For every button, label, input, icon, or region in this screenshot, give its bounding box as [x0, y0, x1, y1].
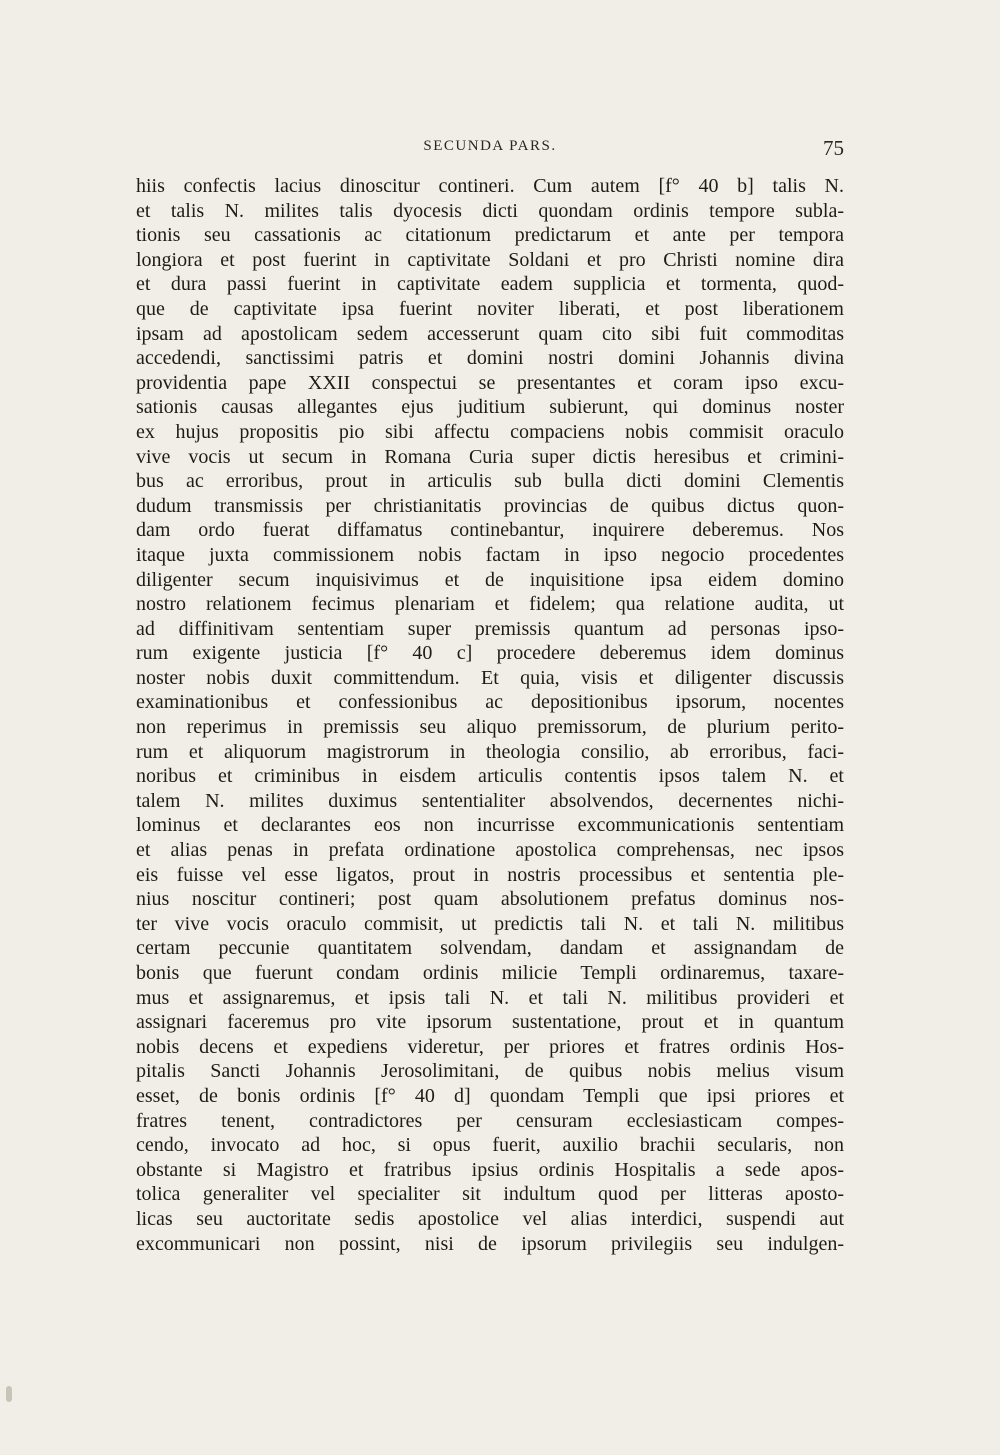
text-line: ex hujus propositis pio sibi affectu compaciens nobis commisit oraculo	[136, 420, 844, 443]
text-line: et dura passi fuerint in captivitate eadem supplicia et tormenta, quod-	[136, 273, 844, 296]
scan-edge-mark	[6, 1386, 12, 1402]
text-line: lominus et declarantes eos non incurrisse excommunicationis sententiam	[136, 814, 844, 837]
text-line: diligenter secum inquisivimus et de inquisitione ipsa eidem domino	[136, 568, 844, 591]
text-line: licas seu auctoritate sedis apostolice vel alias interdici, suspendi aut	[136, 1207, 844, 1230]
text-line: bonis que fuerunt condam ordinis milicie Templi ordinaremus, taxare-	[136, 962, 844, 984]
text-line: assignari faceremus pro vite ipsorum sustentatione, prout et in quantum	[136, 1011, 844, 1034]
text-line: fratres tenent, contradictores per censuram ecclesiasticam compes-	[136, 1109, 844, 1132]
text-line: itaque juxta commissionem nobis factam in ipso negocio procedentes	[136, 543, 844, 566]
text-line: que de captivitate ipsa fuerint noviter liberati, et post liberationem	[136, 297, 844, 320]
text-line: cendo, invocato ad hoc, si opus fuerit, auxilio brachii secularis, non	[136, 1134, 844, 1157]
text-line: sationis causas allegantes ejus juditium subierunt, qui dominus noster	[136, 396, 844, 419]
text-line: et talis N. milites talis dyocesis dicti quondam ordinis tempore subla-	[136, 199, 844, 222]
text-line: eis fuisse vel esse ligatos, prout in nostris processibus et sententia ple-	[136, 863, 844, 886]
text-line: rum et aliquorum magistrorum in theologia consilio, ab erroribus, faci-	[136, 740, 844, 763]
body-text	[136, 174, 844, 1256]
text-line: longiora et post fuerint in captivitate Soldani et pro Christi nomine dira	[136, 248, 844, 271]
text-line: vive vocis ut secum in Romana Curia super dictis heresibus et crimini-	[136, 445, 844, 468]
text-line: ad diffinitivam sententiam super premissis quantum ad personas ipso-	[136, 617, 844, 640]
text-line: nobis decens et expediens videretur, per priores et fratres ordinis Hos-	[136, 1035, 844, 1058]
text-line: tolica generaliter vel specialiter sit indultum quod per litteras aposto-	[136, 1183, 844, 1206]
text-line: et alias penas in prefata ordinatione apostolica comprehensas, nec ipsos	[136, 839, 844, 862]
text-line: ipsam ad apostolicam sedem accesserunt quam cito sibi fuit commoditas	[136, 322, 844, 345]
text-line: rum exigente justicia [f° 40 c] procedere deberemus idem dominus	[136, 642, 844, 665]
page-number: 75	[823, 136, 844, 160]
text-line: examinationibus et confessionibus ac depositionibus ipsorum, nocentes	[136, 691, 844, 714]
text-line: ter vive vocis oraculo commisit, ut predictis tali N. et tali N. militibus	[136, 912, 844, 935]
running-header	[136, 136, 844, 160]
text-line: mus et assignaremus, et ipsis tali N. et tali N. militibus provideri et	[136, 986, 844, 1009]
text-line: hiis confectis lacius dinoscitur contineri. Cum autem [f° 40 b] talis N.	[136, 175, 844, 197]
text-line: pitalis Sancti Johannis Jerosolimitani, de quibus nobis melius visum	[136, 1060, 844, 1083]
text-line: providentia pape XXII conspectui se presentantes et coram ipso excu-	[136, 371, 844, 394]
text-line: excommunicari non possint, nisi de ipsorum privilegiis seu indulgen-	[136, 1232, 844, 1255]
text-line: nostro relationem fecimus plenariam et fidelem; qua relatione audita, ut	[136, 593, 844, 616]
text-line: esset, de bonis ordinis [f° 40 d] quondam Templi que ipsi priores et	[136, 1084, 844, 1107]
text-line: bus ac erroribus, prout in articulis sub bulla dicti domini Clementis	[136, 470, 844, 493]
text-line: nius noscitur contineri; post quam absolutionem prefatus dominus nos-	[136, 888, 844, 911]
text-line: noribus et criminibus in eisdem articulis contentis ipsos talem N. et	[136, 765, 844, 788]
text-line: certam peccunie quantitatem solvendam, dandam et assignandam de	[136, 937, 844, 960]
text-line: accedendi, sanctissimi patris et domini nostri domini Johannis divina	[136, 347, 844, 370]
text-line: tionis seu cassationis ac citationum predictarum et ante per tempora	[136, 224, 844, 247]
text-line: noster nobis duxit committendum. Et quia, visis et diligenter discussis	[136, 666, 844, 689]
text-line: dam ordo fuerat diffamatus continebantur, inquirere deberemus. Nos	[136, 519, 844, 542]
text-line: talem N. milites duximus sententialiter absolvendos, decernentes nichi-	[136, 789, 844, 812]
text-line: dudum transmissis per christianitatis provincias de quibus dictus quon-	[136, 494, 844, 517]
text-line: non reperimus in premissis seu aliquo premissorum, de plurium perito-	[136, 716, 844, 739]
text-line: obstante si Magistro et fratribus ipsius ordinis Hospitalis a sede apos-	[136, 1158, 844, 1181]
running-title: SECUNDA PARS.	[423, 138, 557, 154]
